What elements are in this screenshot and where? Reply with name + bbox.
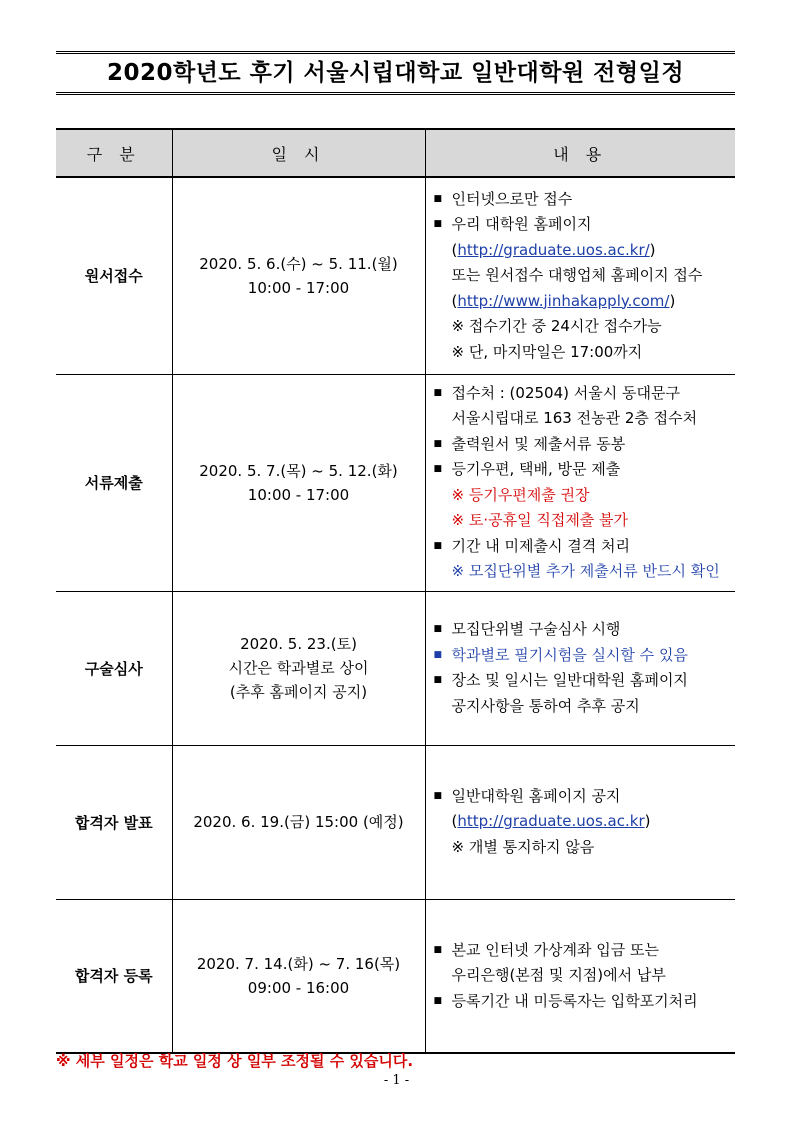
square-bullet-icon: ■ bbox=[433, 995, 443, 1006]
content-item bbox=[434, 809, 730, 835]
paren-close: ) bbox=[649, 240, 656, 259]
content-text: ※ 접수기간 중 24시간 접수가능 bbox=[451, 317, 662, 335]
content-text: 장소 및 일시는 일반대학원 홈페이지 bbox=[451, 671, 688, 689]
content-text: 학과별로 필기시험을 실시할 수 있음 bbox=[451, 645, 688, 664]
paren-open: ( bbox=[451, 812, 458, 831]
paren-close: ) bbox=[669, 291, 676, 310]
date-line: 10:00 - 17:00 bbox=[247, 485, 350, 504]
content-item bbox=[434, 784, 730, 810]
content-text: 기간 내 미제출시 결격 처리 bbox=[451, 536, 630, 555]
table-row bbox=[56, 177, 735, 374]
date-line: 2020. 6. 19.(금) 15:00 (예정) bbox=[193, 813, 404, 831]
content-item bbox=[434, 534, 730, 560]
date-line: 2020. 7. 14.(화) ~ 7. 16(목) bbox=[196, 954, 401, 973]
content-item bbox=[434, 617, 730, 643]
row-date bbox=[172, 177, 425, 374]
content-text: 서울시립대로 163 전농관 2층 접수처 bbox=[451, 409, 698, 427]
row-content bbox=[425, 899, 735, 1053]
row-category: 합격자 등록 bbox=[56, 899, 172, 1053]
row-category: 서류제출 bbox=[56, 374, 172, 591]
paren-close: ) bbox=[644, 812, 651, 831]
content-item bbox=[434, 835, 730, 861]
content-text: 일반대학원 홈페이지 공지 bbox=[451, 786, 621, 805]
footnote: ※ 세부 일정은 학교 일정 상 일부 조정될 수 있습니다. bbox=[56, 1052, 414, 1070]
content-text: 등기우편, 택배, 방문 제출 bbox=[451, 460, 621, 478]
content-item bbox=[434, 212, 730, 238]
square-bullet-icon: ■ bbox=[433, 193, 443, 204]
row-date bbox=[172, 745, 425, 899]
content-item bbox=[434, 559, 730, 585]
row-date bbox=[172, 899, 425, 1053]
content-text: 출력원서 및 제출서류 동봉 bbox=[451, 434, 626, 453]
content-text: 등록기간 내 미등록자는 입학포기처리 bbox=[451, 991, 698, 1010]
row-date bbox=[172, 374, 425, 591]
content-text: ※ 등기우편제출 권장 bbox=[451, 485, 590, 504]
square-bullet-icon: ■ bbox=[433, 944, 443, 955]
content-text: 본교 인터넷 가상계좌 입금 또는 bbox=[451, 940, 659, 959]
page-number: - 1 - bbox=[383, 1073, 410, 1088]
header-date: 일 시 bbox=[172, 129, 425, 177]
table-row bbox=[56, 374, 735, 591]
content-item bbox=[434, 314, 730, 340]
page-title: 2020학년도 후기 서울시립대학교 일반대학원 전형일정 bbox=[106, 60, 685, 86]
content-text: 모집단위별 구술심사 시행 bbox=[451, 620, 621, 638]
content-item bbox=[434, 457, 730, 483]
date-line: 2020. 5. 7.(목) ~ 5. 12.(화) bbox=[199, 461, 398, 480]
website-link[interactable]: http://www.jinhakapply.com/ bbox=[457, 291, 670, 310]
content-text: 공지사항을 통하여 추후 공지 bbox=[451, 696, 640, 715]
content-text: 또는 원서접수 대행업체 홈페이지 접수 bbox=[451, 266, 703, 284]
website-link[interactable]: http://graduate.uos.ac.kr/ bbox=[457, 240, 650, 259]
content-item bbox=[434, 643, 730, 669]
content-text: 접수처 : (02504) 서울시 동대문구 bbox=[451, 383, 680, 402]
content-text: ※ 토·공휴일 직접제출 불가 bbox=[451, 511, 629, 529]
content-item bbox=[434, 381, 730, 407]
content-text: ※ 모집단위별 추가 제출서류 반드시 확인 bbox=[451, 562, 720, 580]
square-bullet-icon: ■ bbox=[433, 438, 443, 449]
square-bullet-icon: ■ bbox=[433, 649, 443, 660]
row-content bbox=[425, 745, 735, 899]
schedule-table bbox=[56, 128, 735, 1054]
date-line: (추후 홈페이지 공지) bbox=[229, 683, 368, 701]
row-content bbox=[425, 374, 735, 591]
row-date bbox=[172, 591, 425, 745]
square-bullet-icon: ■ bbox=[433, 624, 443, 634]
date-line: 10:00 - 17:00 bbox=[247, 278, 350, 297]
content-item bbox=[434, 187, 730, 213]
content-item bbox=[434, 483, 730, 509]
content-item bbox=[434, 963, 730, 989]
content-text: ※ 단, 마지막일은 17:00까지 bbox=[451, 342, 643, 361]
square-bullet-icon: ■ bbox=[433, 387, 443, 398]
table-row bbox=[56, 745, 735, 899]
date-line: 2020. 5. 23.(토) bbox=[240, 635, 357, 653]
content-item bbox=[434, 508, 730, 534]
content-text: 우리은행(본점 및 지점)에서 납부 bbox=[451, 966, 666, 984]
row-category: 구술심사 bbox=[56, 591, 172, 745]
content-text: 인터넷으로만 접수 bbox=[451, 189, 573, 208]
date-line: 시간은 학과별로 상이 bbox=[228, 659, 369, 677]
square-bullet-icon: ■ bbox=[433, 675, 443, 685]
content-item bbox=[434, 263, 730, 289]
table-row bbox=[56, 591, 735, 745]
square-bullet-icon: ■ bbox=[433, 790, 443, 801]
row-category: 합격자 발표 bbox=[56, 745, 172, 899]
square-bullet-icon: ■ bbox=[433, 219, 443, 229]
date-line: 09:00 - 16:00 bbox=[247, 978, 350, 997]
date-line: 2020. 5. 6.(수) ~ 5. 11.(월) bbox=[199, 254, 398, 273]
content-item bbox=[434, 289, 730, 315]
website-link[interactable]: http://graduate.uos.ac.kr bbox=[457, 812, 645, 831]
content-item bbox=[434, 432, 730, 458]
paren-open: ( bbox=[451, 291, 458, 310]
row-category: 원서접수 bbox=[56, 177, 172, 374]
row-content bbox=[425, 177, 735, 374]
header-category: 구 분 bbox=[56, 129, 172, 177]
content-item bbox=[434, 340, 730, 366]
content-item bbox=[434, 694, 730, 720]
table-row bbox=[56, 899, 735, 1053]
paren-open: ( bbox=[451, 240, 458, 259]
content-item bbox=[434, 406, 730, 432]
header-content: 내 용 bbox=[425, 129, 735, 177]
square-bullet-icon: ■ bbox=[433, 464, 443, 474]
content-text: 우리 대학원 홈페이지 bbox=[451, 215, 592, 233]
content-item bbox=[434, 238, 730, 264]
row-content bbox=[425, 591, 735, 745]
content-item bbox=[434, 989, 730, 1015]
table-header-row bbox=[56, 129, 735, 177]
content-item bbox=[434, 668, 730, 694]
content-text: ※ 개별 통지하지 않음 bbox=[451, 837, 595, 856]
square-bullet-icon: ■ bbox=[433, 540, 443, 551]
content-item bbox=[434, 938, 730, 964]
title-box bbox=[56, 51, 735, 95]
